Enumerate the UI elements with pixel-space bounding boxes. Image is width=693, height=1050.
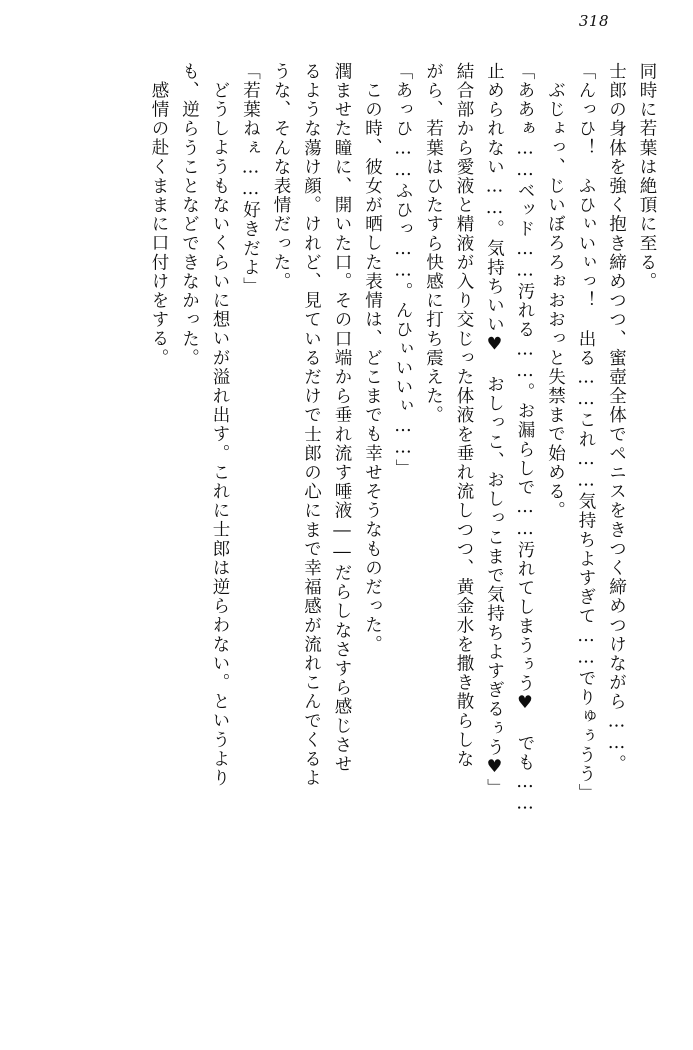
- text-line: この時、彼女が晒した表情は、どこまでも幸せそうなものだった。: [362, 81, 383, 654]
- text-line: 士郎の身体を強く抱き締めつつ、蜜壺全体でペニスをきつく締めつけながら……。: [606, 62, 627, 774]
- page-number: 318: [578, 12, 609, 30]
- text-line: 「あっひ……ふひっ……。んひぃいいぃ……」: [393, 62, 413, 479]
- text-line: ぶじょっ、じいぼろろぉおおっと失禁まで始める。: [545, 81, 566, 521]
- text-line: がら、若葉はひたすら快感に打ち震えた。: [423, 62, 444, 425]
- text-line: も、逆らうことなどできなかった。: [179, 62, 200, 368]
- text-line: るような蕩け顔。けれど、見ているだけで士郎の心にまで幸福感が流れこんでくるよ: [301, 62, 322, 788]
- text-line: 感情の赴くままに口付けをする。: [149, 81, 169, 368]
- vertical-text-body: [38, 62, 655, 1002]
- text-line: 「ああぁ……ベッド……汚れる……。お漏らしで……汚れてしまうぅう♥ でも……: [515, 62, 535, 816]
- text-line: 同時に若葉は絶頂に至る。: [637, 62, 657, 292]
- text-line: 止められない……。気持ちいい♥ おしっこ、おしっこまで気持ちよすぎるぅう♥」: [484, 62, 505, 798]
- text-line: うな、そんな表情だった。: [271, 62, 291, 292]
- text-line: 潤ませた瞳に、開いた口。その口端から垂れ流す唾液――だらしなさすら感じさせ: [332, 62, 352, 774]
- text-line: 結合部から愛液と精液が入り交じった体液を垂れ流しつつ、黄金水を撒き散らしな: [454, 62, 474, 769]
- text-line: 「んっひ！ ふひぃいぃっ！ 出る……これ……気持ちよすぎて……でりゅぅうう」: [576, 62, 596, 803]
- text-line: どうしようもないくらいに想いが溢れ出す。これに士郎は逆らわない。というより: [210, 81, 230, 788]
- text-line: 「若葉ねぇ……好きだよ」: [240, 62, 261, 297]
